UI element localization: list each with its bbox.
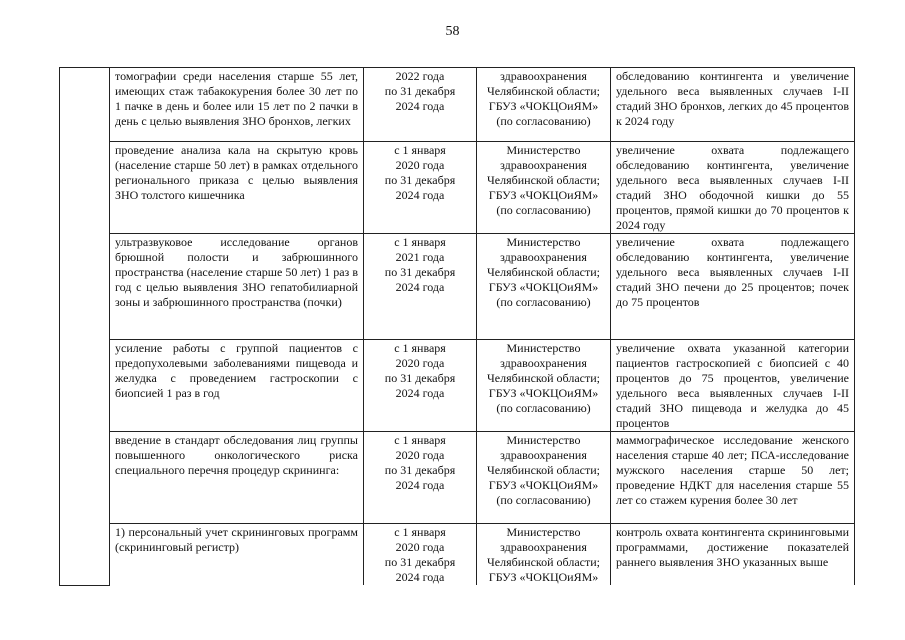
table-row [60,340,855,432]
executor-text: Министерство здравоохранения Челябинской области; ГБУЗ «ЧОКЦОиЯМ» (по согласованию) [487,143,600,217]
term-cell [364,142,477,234]
executor-text: Министерство здравоохранения Челябинской области; ГБУЗ «ЧОКЦОиЯМ» (по согласованию) [487,341,600,415]
result-cell: увеличение охвата подлежащего обследованию контингента, увеличение удельного веса выявленных случаев I-II стадий ЗНО ободочной кишки до 55 процентов, прямой кишки до 70 процентов к 2024 году [611,142,855,234]
table-row [60,524,855,586]
number-column [60,68,110,586]
result-cell: маммографическое исследование женского населения старше 40 лет; ПСА-исследование мужского населения старше 50 лет; проведение НДКТ для населения старше 55 лет со стажем курения более 30 лет [611,432,855,524]
page-number: 58 [445,24,460,39]
event-cell: ультразвуковое исследование органов брюшной полости и забрюшинного пространства (население старше 50 лет) 1 раз в год с целью выявления ЗНО гепатобилиарной зоны и забрюшинного пространства (почки) [110,234,364,340]
event-cell: томографии среди населения старше 55 лет, имеющих стаж табакокурения более 30 лет по 1 пачке в день и более или 15 лет по 2 пачки в день с целью выявления ЗНО бронхов, легких [110,68,364,142]
table-row [60,142,855,234]
result-cell: увеличение охвата указанной категории пациентов гастроскопией с биопсией с 40 процентов до 75 процентов, увеличение удельного веса выявленных случаев I-II стадий ЗНО пищевода и желудка до 45 процентов [611,340,855,432]
term-text: с 1 января 2020 года по 31 декабря 2024 года [384,433,456,492]
term-text: с 1 января 2021 года по 31 декабря 2024 года [384,235,456,294]
result-cell: увеличение охвата подлежащего обследованию контингента, увеличение удельного веса выявленных случаев I-II стадий ЗНО печени до 25 процентов; почек до 75 процентов [611,234,855,340]
term-cell [364,340,477,432]
event-cell: 1) персональный учет скрининговых программ (скрининговый регистр) [110,524,364,586]
term-cell [364,432,477,524]
table-row [60,234,855,340]
term-cell [364,68,477,142]
event-cell: проведение анализа кала на скрытую кровь (население старше 50 лет) в рамках отдельного регионального приказа с целью выявления ЗНО толстого кишечника [110,142,364,234]
executor-text: Министерство здравоохранения Челябинской области; ГБУЗ «ЧОКЦОиЯМ» (по согласованию) [487,235,600,309]
term-cell [364,234,477,340]
measures-table [59,67,855,586]
executor-text: Министерство здравоохранения Челябинской области; ГБУЗ «ЧОКЦОиЯМ» (по согласованию) [487,433,600,507]
executor-cell [477,524,611,586]
executor-cell [477,432,611,524]
result-cell: обследованию контингента и увеличение удельного веса выявленных случаев I-II стадий ЗНО бронхов, легких до 45 процентов к 2024 году [611,68,855,142]
result-cell: контроль охвата контингента скрининговыми программами, достижение показателей раннего выявления ЗНО указанных выше [611,524,855,586]
term-cell [364,524,477,586]
table-row [60,68,855,142]
executor-cell [477,340,611,432]
term-text: с 1 января 2020 года по 31 декабря 2024 года [384,341,456,400]
event-cell: усиление работы с группой пациентов с предопухолевыми заболеваниями пищевода и желудка с проведением гастроскопии с биопсией 1 раз в год [110,340,364,432]
executor-cell [477,234,611,340]
table-row [60,432,855,524]
term-text: 2022 года по 31 декабря 2024 года [384,69,456,113]
executor-cell [477,142,611,234]
executor-cell [477,68,611,142]
term-text: с 1 января 2020 года по 31 декабря 2024 года [384,143,456,202]
event-cell: введение в стандарт обследования лиц группы повышенного онкологического риска специального перечня процедур скрининга: [110,432,364,524]
executor-text: здравоохранения Челябинской области; ГБУЗ «ЧОКЦОиЯМ» (по согласованию) [487,69,600,128]
executor-text: Министерство здравоохранения Челябинской области; ГБУЗ «ЧОКЦОиЯМ» [487,525,600,584]
term-text: с 1 января 2020 года по 31 декабря 2024 года [384,525,456,584]
